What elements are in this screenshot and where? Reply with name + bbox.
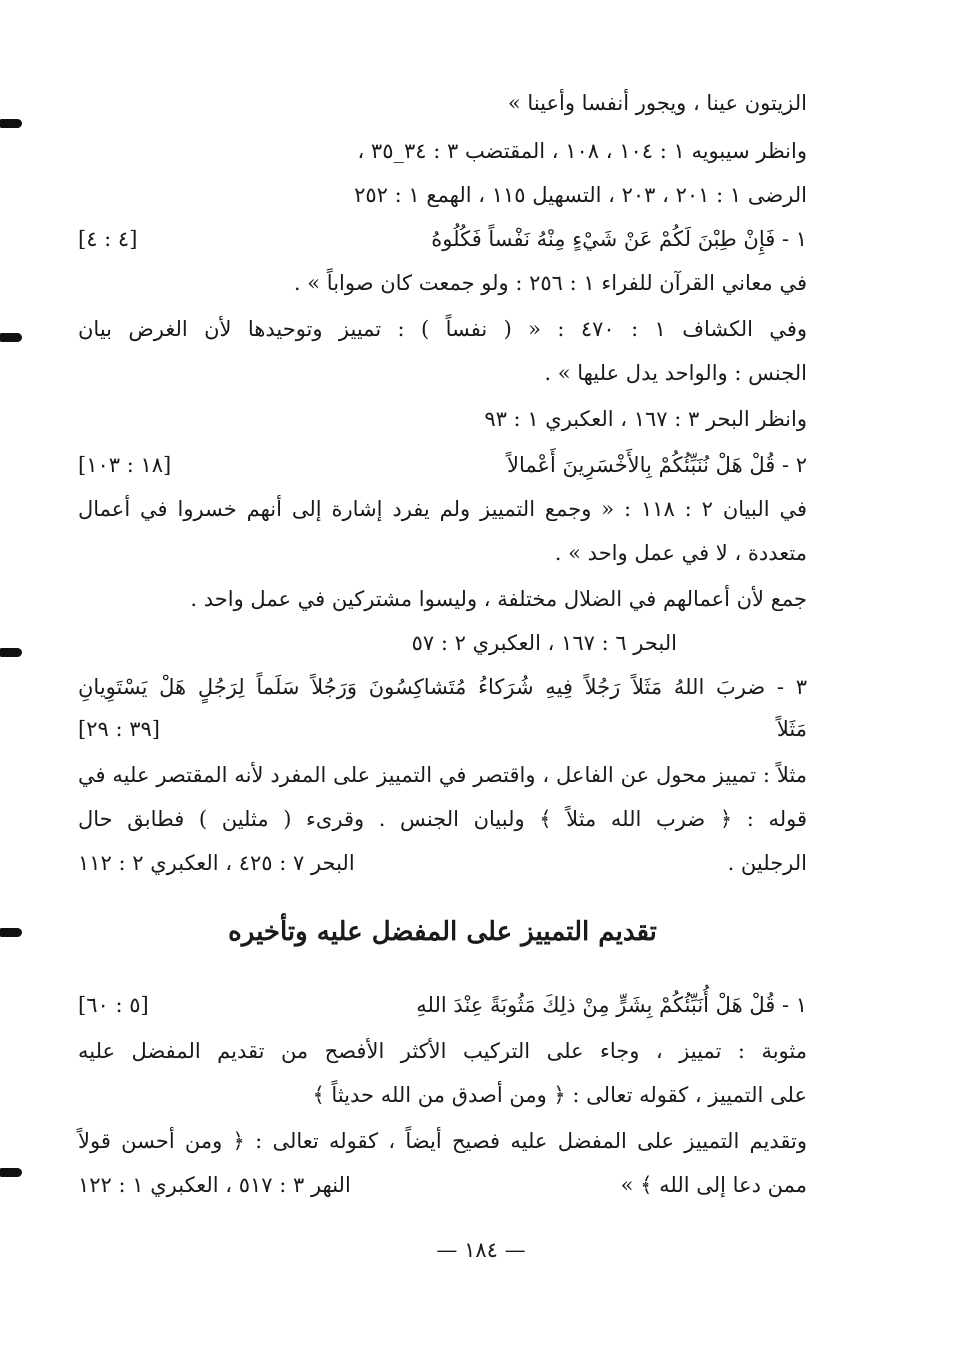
verse-text: ٣ - ضربَ اللهُ مَثَلاً رَجُلاً فِيهِ شُرَكاءُ مُتَشاكِسُونَ وَرَجُلاً سَلَماً لِرَجُلٍ هَلْ يَسْتَوِيانِ: [78, 675, 807, 699]
line-text: الزيتون عينا ، ويجور أنفسا وأعينا »: [507, 91, 807, 115]
text-line: [78, 538, 807, 570]
section-heading: تقديم التمييز على المفضل عليه وتأخيره: [228, 917, 657, 947]
line-text: وتقديم التمييز على المفضل عليه فصيح أيضاً ، كقوله تعالى : ﴿ ومن أحسن قولاً: [78, 1129, 807, 1153]
line-text: الجنس : والواحد يدل عليها » .: [544, 361, 807, 385]
line-text: الرضى ١ : ٢٠١ ، ٢٠٣ ، التسهيل ١١٥ ، الهمع ١ : ٢٥٢: [354, 183, 807, 207]
line-text: على التمييز ، كقوله تعالى : ﴿ ومن أصدق من الله حديثاً ﴾: [312, 1083, 807, 1107]
verse-line: [78, 990, 807, 1022]
text-line: [78, 1036, 807, 1068]
verse-text: ١ - قُلْ هَلْ أُنَبِّئُكُمْ بِشَرٍّ مِنْ ذلِكَ مَثُوبَةً عِنْدَ اللهِ: [416, 993, 807, 1017]
text-line: [78, 1126, 807, 1158]
text-line: [78, 494, 807, 526]
text-line: [78, 180, 807, 212]
line-text: وانظر سيبويه ١ : ١٠٤ ، ١٠٨ ، المقتضب ٣ : ٣٤_٣٥ ،: [357, 139, 807, 163]
source-reference: النهر ٣ : ٥١٧ ، العكبري ١ : ١٢٢: [78, 1173, 351, 1197]
line-text: متعددة ، لا في عمل واحد » .: [554, 541, 807, 565]
text-line: [78, 1170, 807, 1202]
margin-mark: [0, 928, 22, 937]
line-text: في معاني القرآن للفراء ١ : ٢٥٦ : ولو جمعت كان صواباً » .: [293, 271, 807, 295]
line-text: وفي الكشاف ١ : ٤٧٠ : « ( نفساً ) : تمييز وتوحيدها لأن الغرض بيان: [78, 317, 807, 341]
verse-line: [78, 714, 807, 746]
line-text: الرجلين .: [727, 851, 807, 875]
text-line: [78, 804, 807, 836]
verse-line: [78, 672, 807, 704]
verse-reference: [٤ : ٤]: [78, 227, 138, 251]
margin-mark: [0, 648, 22, 657]
verse-reference: [١٨ : ١٠٣]: [78, 453, 172, 477]
source-reference: البحر ٧ : ٤٢٥ ، العكبري ٢ : ١١٢: [78, 851, 355, 875]
text-line: [78, 584, 807, 616]
text-line: [78, 358, 807, 390]
text-line: [78, 760, 807, 792]
line-text: ممن دعا إلى الله ﴾ »: [620, 1173, 807, 1197]
text-line: [78, 314, 807, 346]
text-line: [78, 404, 807, 436]
verse-reference: [٣٩ : ٢٩]: [78, 717, 160, 741]
margin-mark: [0, 119, 22, 128]
verse-reference: [٥ : ٦٠]: [78, 993, 149, 1017]
text-line: [78, 628, 807, 660]
verse-text: مَثَلاً: [776, 717, 807, 741]
line-text: مثلاً : تمييز محول عن الفاعل ، واقتصر في التمييز على المفرد لأنه المقتصر عليه في: [78, 763, 807, 787]
verse-text: ٢ - قُلْ هَلْ نُنَبِّئُكُمْ بِالأَخْسَرِينَ أَعْمالاً: [506, 453, 807, 477]
text-line: [78, 848, 807, 880]
margin-mark: [0, 1168, 22, 1177]
verse-line: [78, 450, 807, 482]
text-line: [78, 1080, 807, 1112]
page-number: — ١٨٤ —: [436, 1238, 526, 1262]
line-text: مثوبة : تمييز ، وجاء على التركيب الأكثر الأفصح من تقديم المفضل عليه: [78, 1039, 807, 1063]
line-text: البحر ٦ : ١٦٧ ، العكبري ٢ : ٥٧: [411, 631, 677, 655]
text-line: [78, 268, 807, 300]
line-text: وانظر البحر ٣ : ١٦٧ ، العكبري ١ : ٩٣: [484, 407, 807, 431]
line-text: قوله : ﴿ ضرب الله مثلاً ﴾ ولبيان الجنس . وقرىء ( مثلين ) فطابق حال: [78, 807, 807, 831]
verse-line: [78, 224, 807, 256]
line-text: جمع لأن أعمالهم في الضلال مختلفة ، وليسوا مشتركين في عمل واحد .: [190, 587, 807, 611]
line-text: في البيان ٢ : ١١٨ : « وجمع التمييز ولم يفرد إشارة إلى أنهم خسروا في أعمال: [78, 497, 807, 521]
text-line: [78, 136, 807, 168]
margin-mark: [0, 333, 22, 342]
text-line: [78, 88, 807, 120]
verse-text: ١ - فَإِنْ طِبْنَ لَكُمْ عَنْ شَيْءٍ مِنْهُ نَفْساً فَكُلُوهُ: [431, 227, 807, 251]
